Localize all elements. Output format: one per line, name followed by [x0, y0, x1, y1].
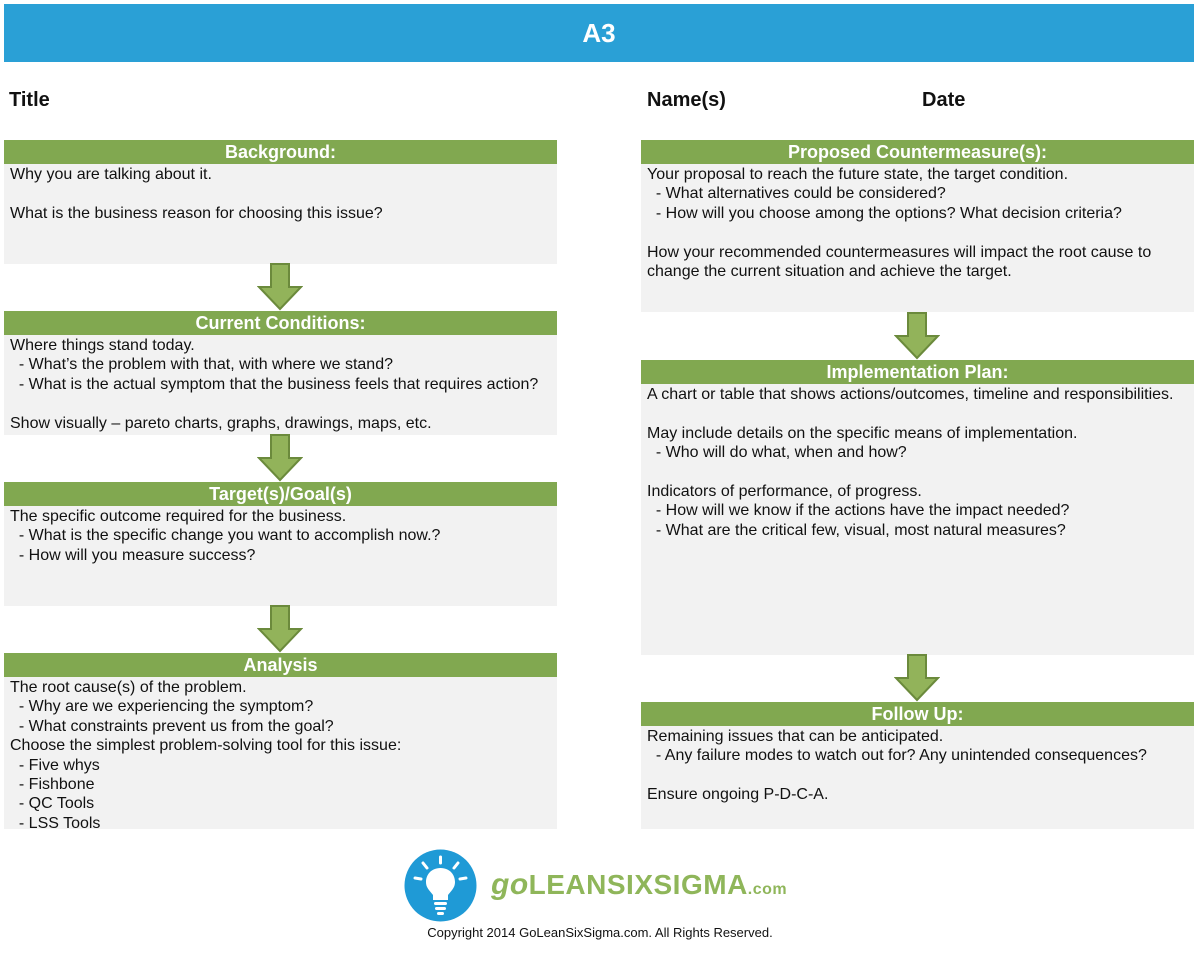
- body-line: [10, 184, 551, 203]
- body-line: - What are the critical few, visual, most natural measures?: [647, 521, 1066, 539]
- body-line: A chart or table that shows actions/outcomes, timeline and responsibilities.: [647, 386, 1174, 403]
- lightbulb-icon: [403, 848, 478, 923]
- body-line: What is the business reason for choosing this issue?: [10, 204, 383, 222]
- body-line: Choose the simplest problem-solving tool for this issue:: [10, 737, 402, 755]
- body-line: [647, 766, 1188, 785]
- countermeasures-body: [641, 164, 1194, 312]
- down-arrow-icon: [894, 654, 940, 702]
- background-body: [4, 164, 557, 264]
- body-line: Why you are talking about it.: [10, 166, 212, 183]
- body-line: [647, 463, 1188, 482]
- title-label: Title: [9, 89, 50, 111]
- body-line: Show visually – pareto charts, graphs, drawings, maps, etc.: [10, 414, 432, 432]
- body-line: - Any failure modes to watch out for? Any unintended consequences?: [647, 747, 1147, 765]
- countermeasures-section: [641, 140, 1194, 312]
- down-arrow-icon: [257, 605, 303, 653]
- implementation-plan-section: [641, 360, 1194, 655]
- body-line: - Five whys: [10, 756, 100, 774]
- implementation-plan-body: [641, 384, 1194, 655]
- body-line: Ensure ongoing P-D-C-A.: [647, 786, 829, 804]
- body-line: Where things stand today.: [10, 337, 195, 354]
- header-bar: [4, 4, 1194, 62]
- follow-up-heading: Follow Up:: [641, 702, 1194, 726]
- current-conditions-heading: Current Conditions:: [4, 311, 557, 335]
- body-line: [10, 394, 551, 413]
- follow-up-body: [641, 726, 1194, 829]
- brand-go: go: [491, 868, 529, 901]
- body-line: - How will you measure success?: [10, 546, 256, 564]
- body-line: - Fishbone: [10, 776, 95, 794]
- body-line: How your recommended countermeasures will impact the root cause to: [647, 243, 1152, 261]
- body-line: - What is the specific change you want to accomplish now.?: [10, 527, 441, 545]
- analysis-body: [4, 677, 557, 832]
- down-arrow-icon: [257, 263, 303, 311]
- brand-main: LEANSIXSIGMA: [528, 869, 748, 900]
- analysis-section: [4, 653, 557, 832]
- body-line: Remaining issues that can be anticipated.: [647, 728, 944, 745]
- down-arrow-icon: [894, 312, 940, 360]
- body-line: - What constraints prevent us from the goal?: [10, 717, 334, 735]
- countermeasures-heading: Proposed Countermeasure(s):: [641, 140, 1194, 164]
- body-line: - How will we know if the actions have the impact needed?: [647, 502, 1070, 520]
- brand-logo: [491, 868, 787, 902]
- background-section: [4, 140, 557, 264]
- body-line: change the current situation and achieve the target.: [647, 263, 1012, 281]
- body-line: Indicators of performance, of progress.: [647, 483, 922, 500]
- body-line: - QC Tools: [10, 795, 95, 813]
- analysis-heading: Analysis: [4, 653, 557, 677]
- page-title: A3: [582, 17, 616, 48]
- down-arrow-icon: [257, 434, 303, 482]
- implementation-plan-heading: Implementation Plan:: [641, 360, 1194, 384]
- brand-suffix: .com: [747, 881, 788, 898]
- current-conditions-body: [4, 335, 557, 435]
- body-line: - What’s the problem with that, with where we stand?: [10, 356, 393, 374]
- date-label: Date: [922, 89, 966, 111]
- body-line: - Why are we experiencing the symptom?: [10, 698, 314, 716]
- body-line: - Who will do what, when and how?: [647, 444, 907, 462]
- body-line: The specific outcome required for the business.: [10, 508, 347, 525]
- body-line: The root cause(s) of the problem.: [10, 679, 247, 696]
- body-line: - LSS Tools: [10, 814, 101, 832]
- follow-up-section: [641, 702, 1194, 829]
- background-heading: Background:: [4, 140, 557, 164]
- body-line: [647, 223, 1188, 242]
- body-line: Your proposal to reach the future state, the target condition.: [647, 166, 1069, 183]
- target-goals-section: [4, 482, 557, 606]
- target-goals-heading: Target(s)/Goal(s): [4, 482, 557, 506]
- target-goals-body: [4, 506, 557, 606]
- names-label: Name(s): [647, 89, 726, 111]
- body-line: May include details on the specific means of implementation.: [647, 424, 1078, 442]
- body-line: - What alternatives could be considered?: [647, 185, 946, 203]
- body-line: - How will you choose among the options? What decision criteria?: [647, 204, 1122, 222]
- copyright-text: Copyright 2014 GoLeanSixSigma.com. All Rights Reserved.: [427, 925, 773, 940]
- current-conditions-section: [4, 311, 557, 435]
- body-line: [647, 404, 1188, 423]
- body-line: - What is the actual symptom that the business feels that requires action?: [10, 375, 539, 393]
